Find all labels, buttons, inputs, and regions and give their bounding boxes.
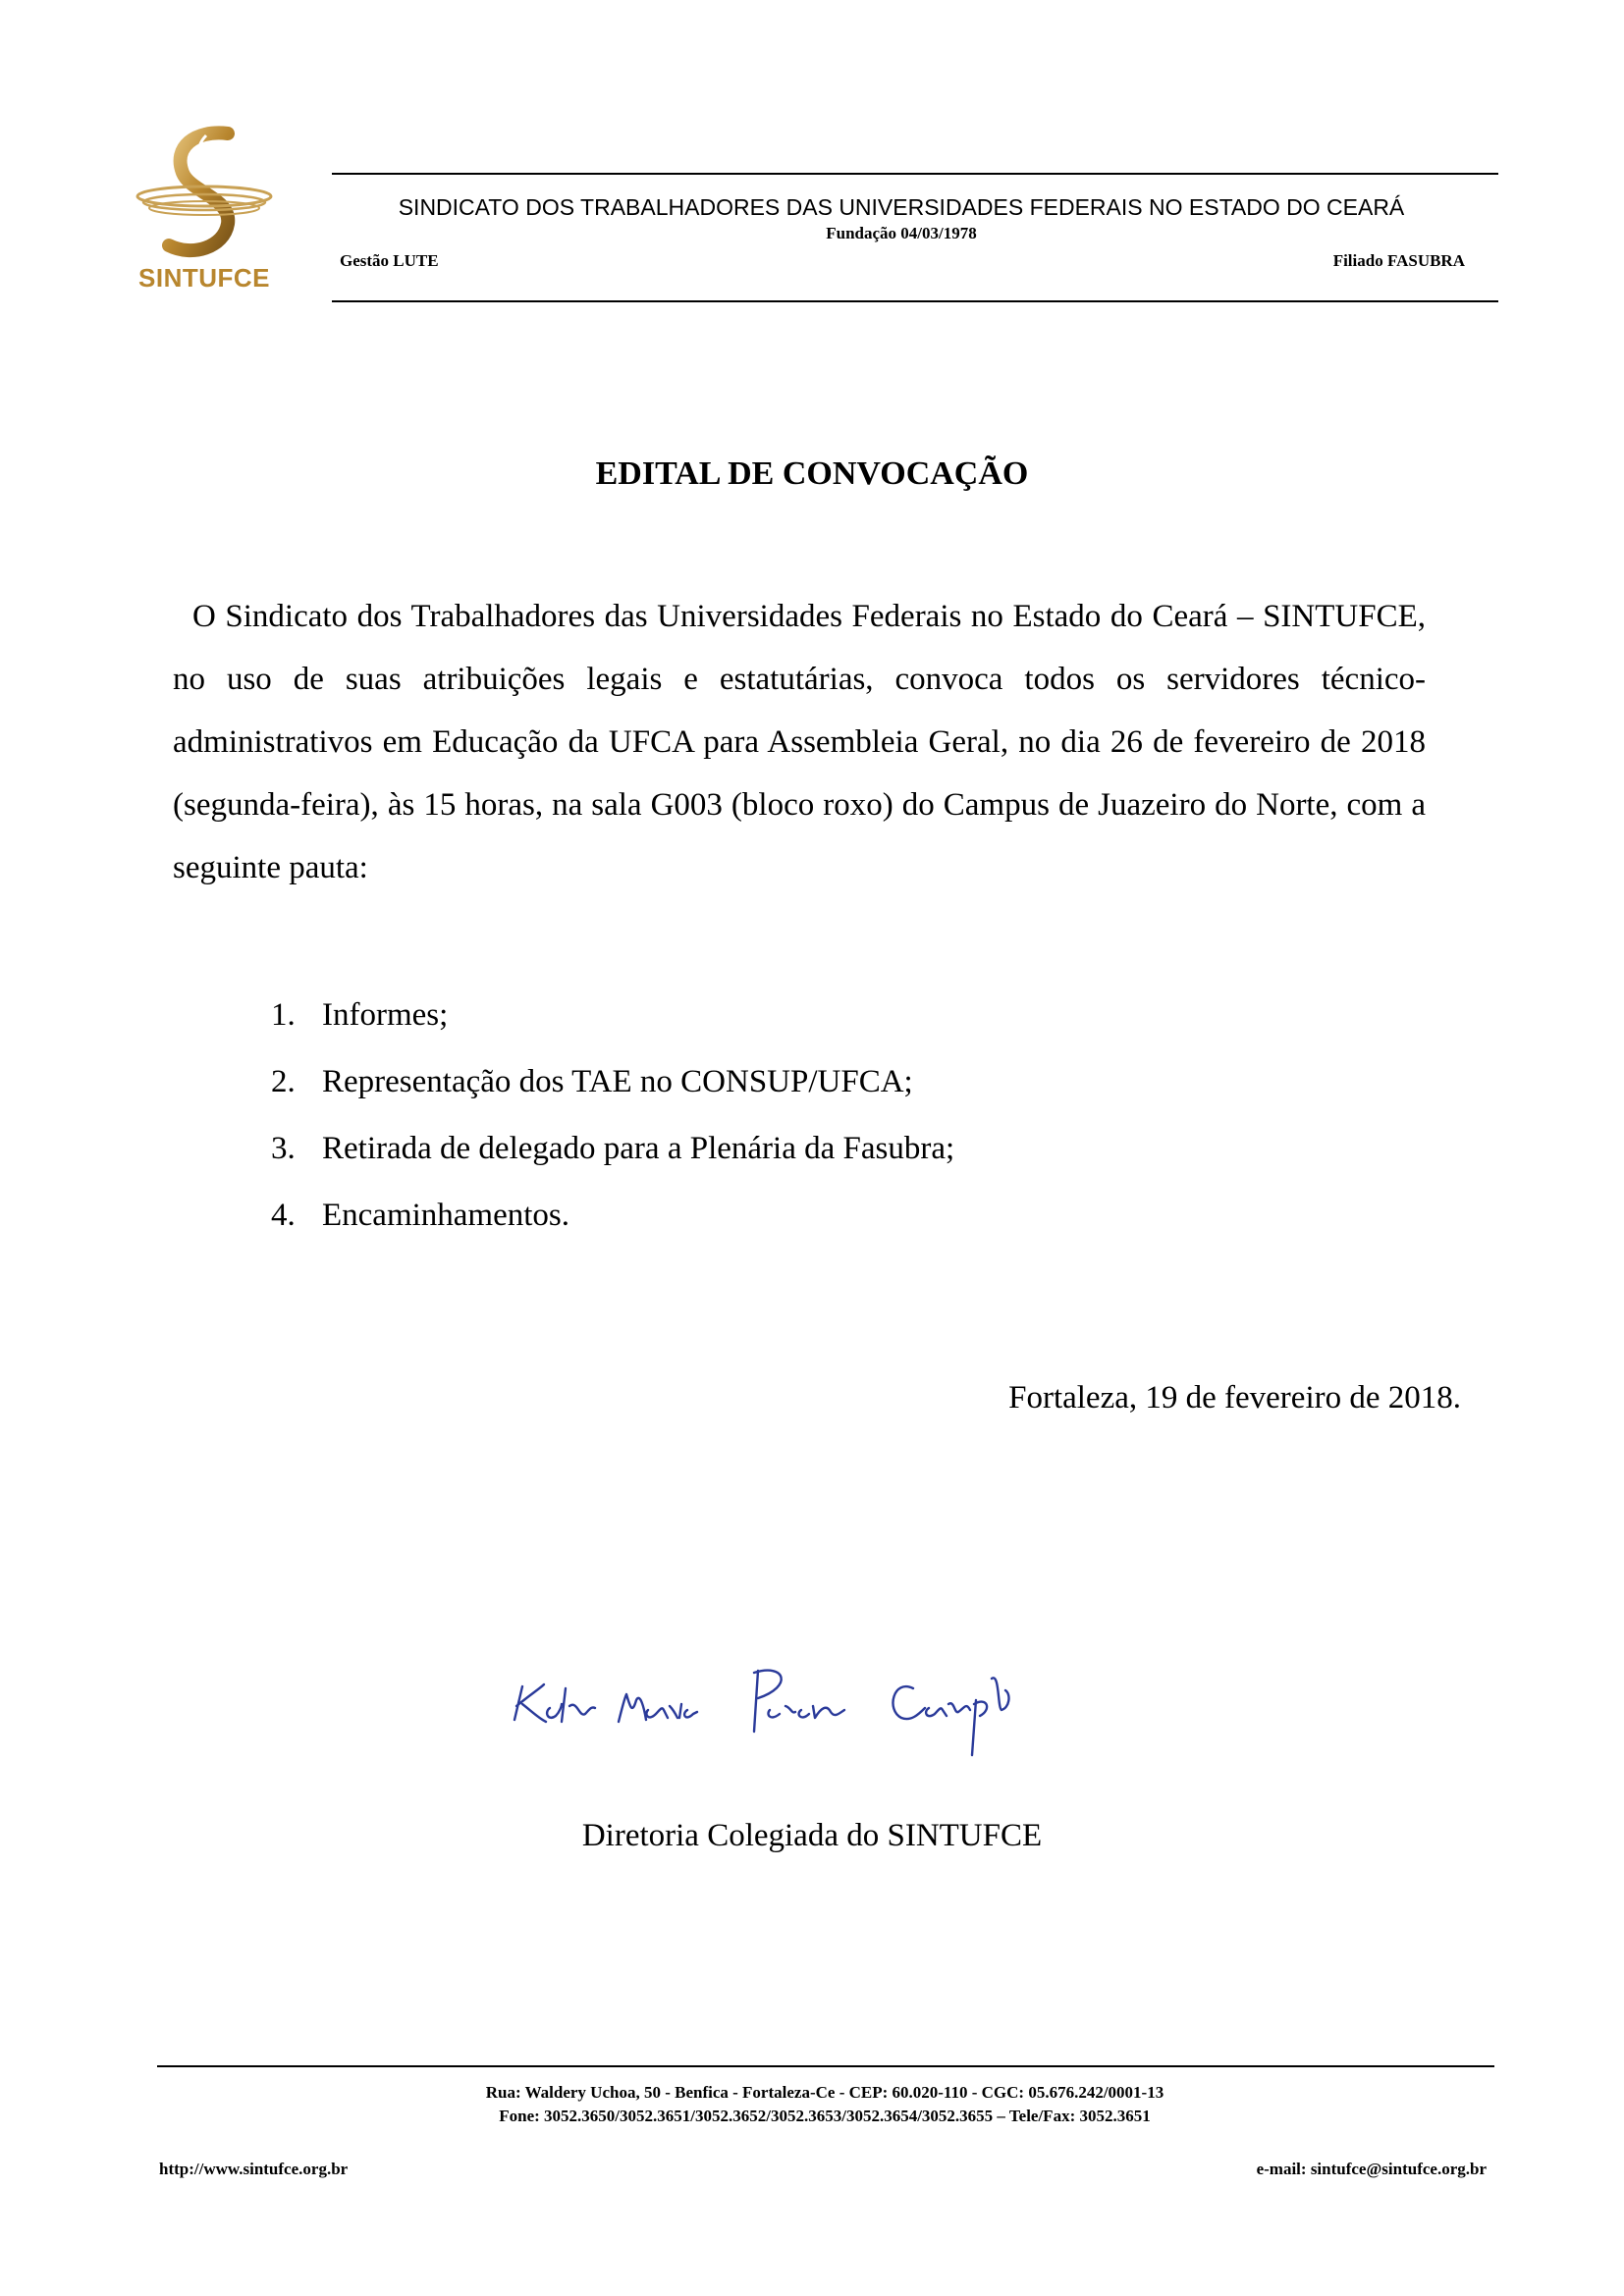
sintufce-logo	[126, 126, 283, 302]
agenda-text: Representação dos TAE no CONSUP/UFCA;	[322, 1064, 913, 1099]
agenda-number: 1.	[271, 997, 296, 1033]
agenda-number: 2.	[271, 1064, 296, 1099]
convocation-paragraph: O Sindicato dos Trabalhadores das Universidades Federais no Estado do Ceará – SINTUFCE, no uso de suas atribuições legais e estatutárias, convoca todos os servidores técnico-administrativos em Educação da UFCA para Assembleia Geral, no dia 26 de fevereiro de 2018 (segunda-feira), às 15 horas, na sala G003 (bloco roxo) do Campus de Juazeiro do Norte, com a seguinte pauta:	[173, 599, 1426, 885]
list-item	[271, 982, 954, 1048]
agenda-number: 3.	[271, 1131, 296, 1166]
logo-wordmark: SINTUFCE	[138, 263, 270, 293]
header-bottom-rule	[332, 300, 1498, 302]
agenda-text: Encaminhamentos.	[322, 1198, 570, 1233]
agenda-text: Informes;	[322, 997, 449, 1033]
logo-emblem-icon	[126, 126, 283, 263]
email-link[interactable]: e-mail: sintufce@sintufce.org.br	[1256, 2160, 1487, 2178]
organization-name: SINDICATO DOS TRABALHADORES DAS UNIVERSIDADES FEDERAIS NO ESTADO DO CEARÁ	[398, 194, 1405, 220]
footer-rule	[157, 2065, 1494, 2067]
list-item	[271, 1115, 954, 1182]
management-label: Gestão LUTE	[340, 251, 439, 270]
affiliation-label: Filiado FASUBRA	[1332, 251, 1465, 270]
agenda-number: 4.	[271, 1198, 296, 1233]
handwritten-signature	[501, 1649, 1070, 1757]
header-top-rule	[332, 173, 1498, 175]
document-title: EDITAL DE CONVOCAÇÃO	[595, 455, 1029, 492]
list-item	[271, 1048, 954, 1115]
footer-phones: Fone: 3052.3650/3052.3651/3052.3652/3052.3653/3052.3654/3052.3655 – Tele/Fax: 3052.3651	[499, 2107, 1151, 2125]
signatory-name: Diretoria Colegiada do SINTUFCE	[581, 1818, 1043, 1853]
place-and-date: Fortaleza, 19 de fevereiro de 2018.	[1008, 1380, 1461, 1415]
footer-address: Rua: Waldery Uchoa, 50 - Benfica - Fortaleza-Ce - CEP: 60.020-110 - CGC: 05.676.242/0001-13	[485, 2083, 1164, 2102]
agenda-list	[271, 982, 954, 1249]
website-link[interactable]: http://www.sintufce.org.br	[159, 2160, 349, 2178]
agenda-text: Retirada de delegado para a Plenária da Fasubra;	[322, 1131, 955, 1166]
list-item	[271, 1182, 954, 1249]
foundation-date: Fundação 04/03/1978	[826, 224, 977, 242]
